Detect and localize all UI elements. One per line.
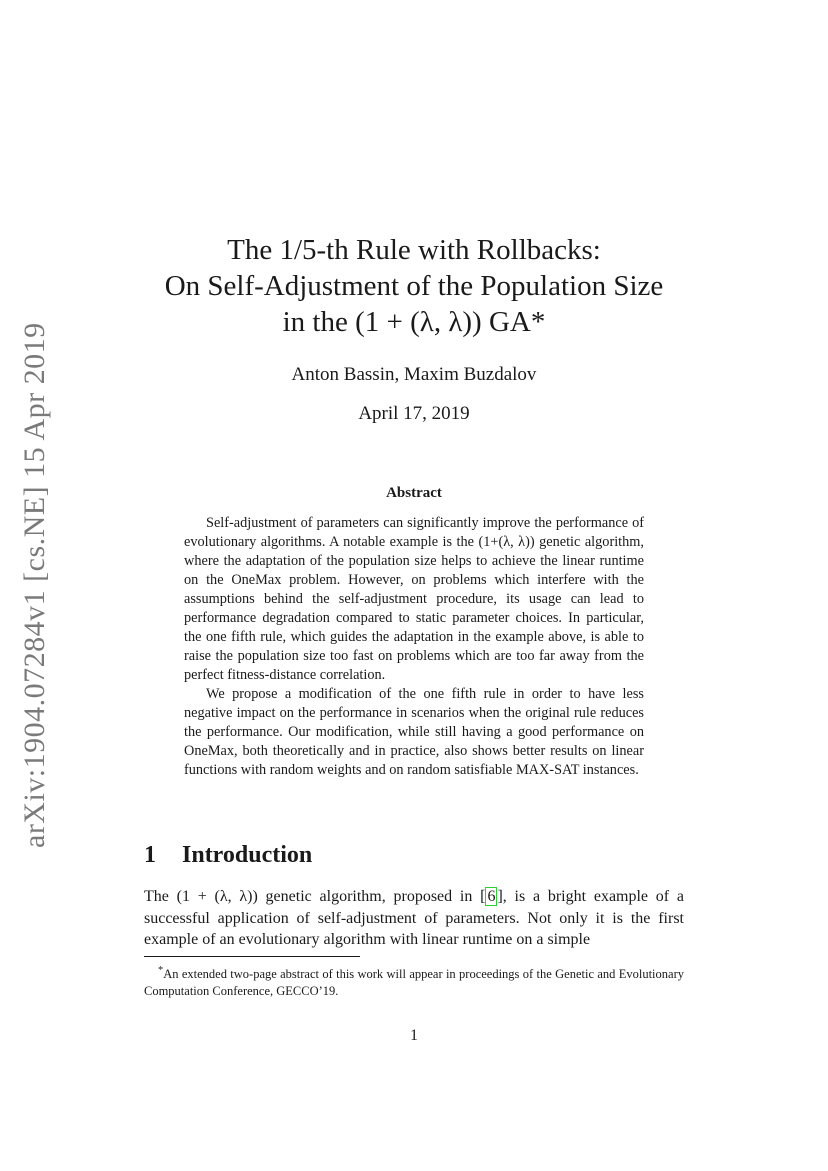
footnote-marker: * <box>158 965 164 976</box>
title-line-2: On Self-Adjustment of the Population Size <box>164 270 664 302</box>
footnote-text: An extended two-page abstract of this work will appear in proceedings of the Genetic and Evolutionary Computation Conference, GECCO’19. <box>144 967 684 999</box>
title-line-3: in the (1 + (λ, λ)) GA* <box>282 306 546 338</box>
page-number: 1 <box>410 1027 418 1044</box>
citation-link[interactable]: 6 <box>487 888 496 905</box>
abstract-body <box>184 514 644 780</box>
section-heading <box>144 842 312 869</box>
abstract-heading: Abstract <box>386 485 442 501</box>
author-list: Anton Bassin, Maxim Buzdalov <box>291 364 537 385</box>
title-line-1: The 1/5-th Rule with Rollbacks: <box>227 234 601 266</box>
intro-text-before-citation: The (1 + (λ, λ)) genetic algorithm, proposed in <box>144 888 481 905</box>
publication-date: April 17, 2019 <box>358 403 470 424</box>
paper-title <box>0 232 828 340</box>
abstract-paragraph-1: Self-adjustment of parameters can significantly improve the performance of evolutionary algorithms. A notable example is the (1+(λ, λ)) genetic algorithm, where the adaptation of the population size helps to achieve the linear runtime on the OneMax problem. However, on problems which interfere with the assumptions behind the self-adjustment procedure, its usage can lead to performance degradation compared to static parameter choices. In particular, the one fifth rule, which guides the adaptation in the example above, is able to raise the population size too fast on problems which are too far away from the perfect fitness-distance correlation. <box>184 515 644 683</box>
arxiv-identifier-stamp: arXiv:1904.07284v1 [cs.NE] 15 Apr 2019 <box>18 322 51 848</box>
abstract-paragraph-2: We propose a modification of the one fifth rule in order to have less negative impact on the performance in scenarios when the original rule reduces the performance. Our modification, while still having a good performance on OneMax, both theoretically and in practice, also shows better results on linear functions with random weights and on random satisfiable MAX-SAT instances. <box>184 686 644 778</box>
intro-text-after-citation: , is a bright example of a successful application of self-adjustment of parameters. Not only it is the first example of an evolutionary algorithm with linear runtime on a simple <box>144 888 684 948</box>
section-number: 1 <box>144 842 156 868</box>
section-title: Introduction <box>182 842 313 868</box>
footnote <box>144 962 684 1000</box>
footnote-divider <box>144 956 360 957</box>
introduction-paragraph: The (1 + (λ, λ)) genetic algorithm, proposed in [ 6 ], is a bright example of a successful application of self-adjustment of parameters. Not only it is the first example of an evolutionary algorithm with linear runtime on a simple <box>144 888 684 948</box>
